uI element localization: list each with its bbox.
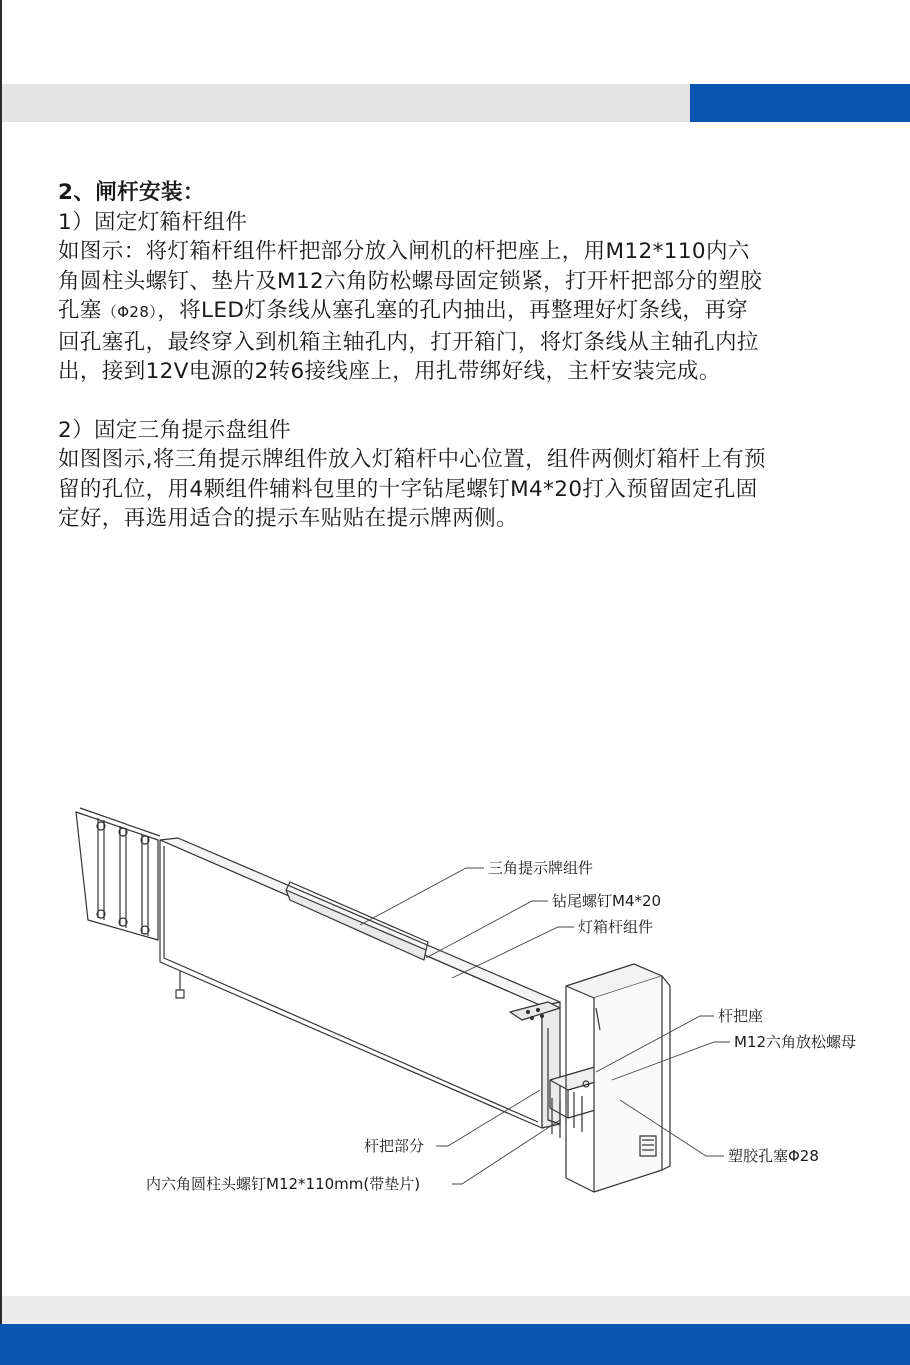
- label-lock-nut: M12六角放松螺母: [734, 1033, 857, 1051]
- step2-line: 留的孔位，用4颗组件辅料包里的十字钻尾螺钉M4*20打入预留固定孔固: [58, 476, 758, 502]
- header-blue-band: [690, 84, 910, 122]
- step1-line: 角圆柱头螺钉、垫片及M12六角防松螺母固定锁紧，打开杆把部分的塑胶: [58, 268, 763, 294]
- label-self-drilling-screw: 钻尾螺钉M4*20: [552, 892, 662, 910]
- plug-diameter: （Φ28）: [101, 303, 158, 321]
- footer-gray-band: [2, 1296, 910, 1324]
- step1-line: [58, 296, 858, 328]
- step2-line: 定好，再选用适合的提示车贴贴在提示牌两侧。: [58, 506, 518, 531]
- installation-diagram: [0, 790, 910, 1210]
- step1-title: 1）固定灯箱杆组件: [58, 209, 248, 235]
- label-handle-seat: 杆把座: [718, 1007, 764, 1025]
- step2-title: 2）固定三角提示盘组件: [58, 417, 292, 443]
- label-triangle-sign: 三角提示牌组件: [488, 859, 594, 877]
- label-socket-screw: 内六角圆柱头螺钉M12*110mm(带垫片): [146, 1175, 421, 1193]
- step1-text: 孔塞: [58, 298, 102, 323]
- step1-line: 如图示：将灯箱杆组件杆把部分放入闸机的杆把座上，用M12*110内六: [58, 239, 750, 264]
- footer-blue-band: [0, 1324, 910, 1365]
- header-gray-band: [2, 84, 690, 122]
- step2-line: 如图图示,将三角提示牌组件放入灯箱杆中心位置，组件两侧灯箱杆上有预: [58, 447, 767, 472]
- instructions: [58, 178, 858, 534]
- step1-text: ，将LED灯条线从塞孔塞的孔内抽出，再整理好灯条线，再穿: [157, 298, 749, 323]
- label-light-box-bar: 灯箱杆组件: [578, 918, 654, 936]
- label-plastic-plug: 塑胶孔塞Φ28: [728, 1147, 819, 1165]
- step1-line: 回孔塞孔，最终穿入到机箱主轴孔内，打开箱门，将灯条线从主轴孔内拉: [58, 329, 759, 355]
- light-box-bar: [160, 838, 560, 1128]
- section-heading: 2、闸杆安装：: [58, 180, 205, 205]
- step1-line: 出，接到12V电源的2转6接线座上，用扎带绑好线，主杆安装完成。: [58, 359, 721, 384]
- label-handle-part: 杆把部分: [364, 1137, 425, 1155]
